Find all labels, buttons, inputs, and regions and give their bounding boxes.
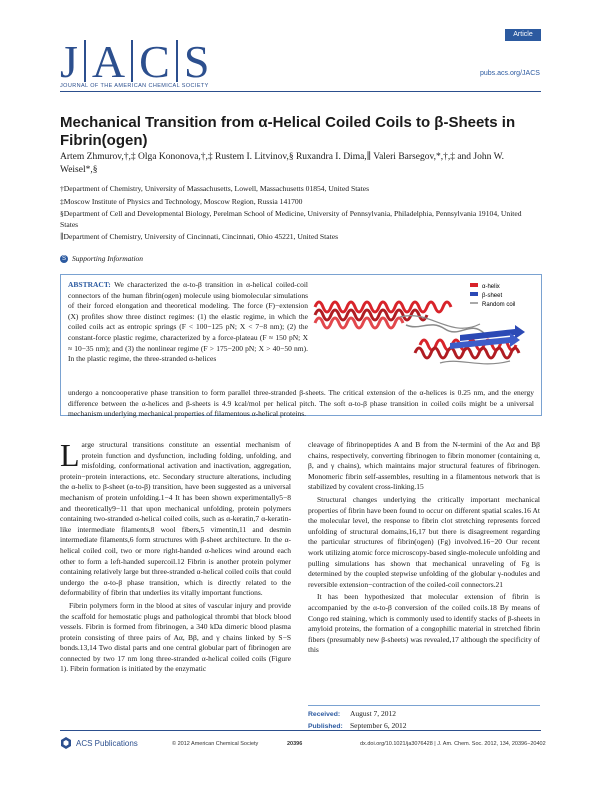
logo-divider [84, 40, 86, 82]
body-column-right [308, 440, 540, 658]
legend-label: α-helix [482, 284, 500, 290]
legend-label: β-sheet [482, 293, 503, 299]
abstract-text [68, 280, 308, 365]
logo-letter: S [183, 36, 210, 87]
abstract-continued: undergo a noncooperative phase transition to form parallel three-stranded β-sheets. The critical extension of the α-helices is 0.25 nm, and the energy difference between the α-helices and β-sheets is 4.9 kcal/mol per helical pitch. The soft α-to-β phase transition in coiled coils might be a universal mechanism underlying mechanical properties of filamentous α-helical proteins. [68, 388, 534, 419]
paragraph: It has been hypothesized that molecular extension of fibrin is accompanied by the α-to-β conversion of the coiled coils.18 By means of Congo red staining, which is commonly used to identify stacks of β-sheets in amyloid proteins, the formation of a congophilic material in stretched fibrin fibers (presumably new β-sheets) was revealed,17 although the specificity of this [308, 592, 540, 655]
logo-letter: A [91, 36, 126, 87]
plus-icon: S [61, 255, 66, 262]
acs-hexagon-icon [60, 737, 72, 749]
legend-swatch-sheet [470, 292, 478, 296]
affiliation: †Department of Chemistry, University of Massachusetts, Lowell, Massachusetts 01854, United States [60, 184, 370, 193]
toc-graphic [310, 279, 532, 383]
logo-letter: J [60, 36, 78, 87]
journal-url-link[interactable]: pubs.acs.org/JACS [480, 70, 540, 77]
journal-name: JOURNAL OF THE AMERICAN CHEMICAL SOCIETY [60, 83, 209, 89]
drop-cap: L [60, 437, 80, 473]
legend-label: Random coil [482, 302, 516, 308]
publication-dates [308, 708, 406, 732]
publisher-name: ACS Publications [76, 738, 138, 748]
acs-publications-logo [60, 737, 138, 749]
page-number: 20396 [287, 741, 303, 747]
article-type-badge: Article [505, 29, 541, 41]
paragraph: Structural changes underlying the critically important mechanical properties of fibrin have been found to occur on different spatial scales.16 At the molecular level, the response to fibrin clot stretching represents forced unfolding of structural domains,16,17 but there is disagreement regarding the particular structures of fibrin(ogen) (Fg) involved.16−20 Our recent work utilizing atomic force microscopy-based single-molecule unfolding and pulling simulations has shown that mechanical unraveling of Fg is determined by the coupled stepwise unfolding of the globular γ-nodules and reversible extension−contraction of the coiled-coil connectors.21 [308, 494, 540, 589]
abstract-part1: We characterized the α-to-β transition in α-helical coiled-coil connectors of the human fibrin(ogen) molecule using biomolecular simulations of their forced elongation and theoretical modeling. The force (F)−extension (X) profiles show three distinct regimes: (1) the elastic regime, in which the coiled coils act as entropic springs (F < 100−125 pN; X < 7−8 nm); (2) the constant-force plastic regime, characterized by a force-plateau (F ≈ 150 pN; X ≈ 10−35 nm); and (3) the nonlinear regime (F > 175−200 pN; X > 40−50 nm). In the plastic regime, the three-stranded α-helices [68, 280, 308, 364]
affiliation: ∥Department of Chemistry, University of Cincinnati, Cincinnati, Ohio 45221, United States [60, 232, 339, 242]
published-date: Published: September 6, 2012 [308, 721, 407, 730]
paragraph: Fibrin polymers form in the blood at sites of vascular injury and provide the scaffold for hemostatic plugs and pathological thrombi that block blood vessels. Fibrin is formed from fibrinogen, a 340 kDa dimeric blood plasma protein consisting of three pairs of Aα, Bβ, and γ chains linked by S−S bonds.13,14 Two distal parts and one central globular part of fibrinogen are connected by two 17 nm long three-stranded α-helical coiled coils (Figure 1). Fibrin formation is initiated by the enzymatic [60, 600, 291, 674]
footer-rule [60, 730, 541, 731]
supporting-info-link[interactable] [60, 254, 143, 263]
logo-letter: C [139, 36, 170, 87]
header-rule [60, 91, 541, 92]
doi-citation[interactable]: dx.doi.org/10.1021/ja3076428 | J. Am. Chem. Soc. 2012, 134, 20396−20402 [360, 741, 546, 747]
body-column-left [60, 437, 291, 677]
logo-divider [131, 40, 133, 82]
supporting-info-label: Supporting Information [72, 254, 144, 263]
affiliation: ‡Moscow Institute of Physics and Technology, Moscow Region, Russia 141700 [60, 196, 303, 206]
coiled-coil-illustration [315, 302, 525, 364]
paragraph: cleavage of fibrinopeptides A and B from the N-termini of the Aα and Bβ chains, respectively, converting fibrinogen to fibrin monomer (containing α, β, and γ chains), which maintains major structural features of fibrinogen. Monomeric fibrin self-assembles, resulting in a filamentous network that is stabilized by covalent cross-linking.15 [308, 440, 540, 492]
paper-title: Mechanical Transition from α-Helical Coiled Coils to β-Sheets in Fibrin(ogen) [60, 114, 516, 149]
legend-swatch-helix [470, 283, 478, 287]
affiliations [60, 184, 540, 245]
paragraph: Large structural transitions constitute an essential mechanism of protein function and dysfunction, including folding, unfolding, and misfolding, conformational activation and inactivation, aggregation, protein−protein interactions, etc. Secondary structure alterations, including the α-helix to β-sheet (α-to-β) transition, have been suggested as a universal mechanism of protein unfolding.1−4 It has been shown experimentally5−8 and theoretically9−11 that upon mechanical unfolding, protein polymers containing two-stranded α-helical coiled coils, such as α-keratin,7 α-keratin-like intermediate filaments,8 wool fibers,5 vimentin,11 and desmin intermediate filaments,6 form structures with β-sheet architecture. In the α-helical coiled coil, two or more right-handed α-helices wind around each other to form a left-handed supercoil.12 Fibrin is another protein polymer containing relatively large but three-stranded α-helical coiled coils that could undergo the α-to-β phase transition, which is directly related to the deformability of fibrin that underlies its vitally important functions. [60, 437, 291, 598]
copyright: © 2012 American Chemical Society [172, 741, 259, 747]
logo-divider [176, 40, 178, 82]
author-list: Artem Zhmurov,†,‡ Olga Kononova,†,‡ Rustem I. Litvinov,§ Ruxandra I. Dima,∥ Valeri Barsegov,*,†,‡ and John W. Weisel*,§ [60, 152, 505, 175]
affiliation: §Department of Cell and Developmental Biology, Perelman School of Medicine, University of Pennsylvania, Philadelphia, Pennsylvania 19104, United States [60, 209, 522, 229]
coil-strand [440, 361, 510, 364]
received-date: Received: August 7, 2012 [308, 709, 397, 718]
dates-rule [308, 705, 540, 706]
abstract-label: ABSTRACT: [68, 280, 111, 289]
toc-legend [470, 283, 515, 308]
